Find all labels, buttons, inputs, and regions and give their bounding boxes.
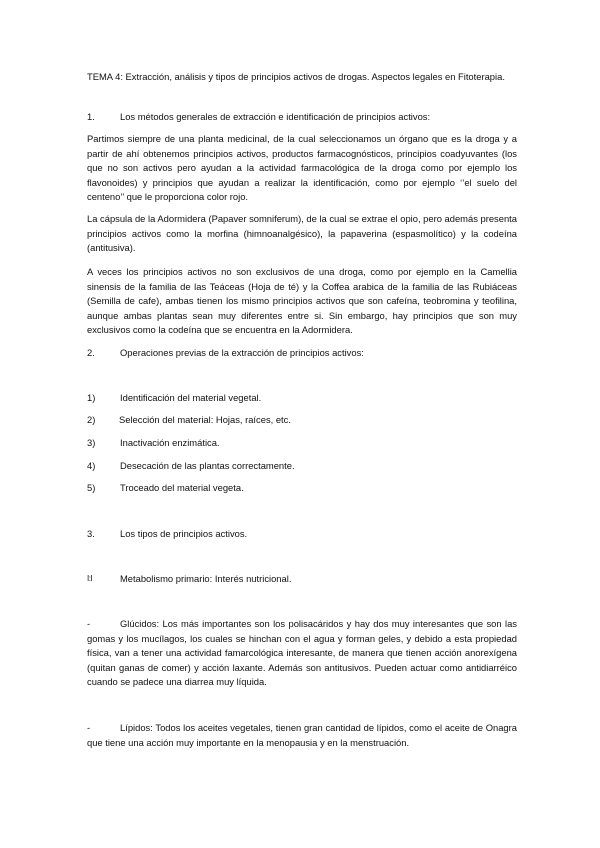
step-text: Selección del material: Hojas, raíces, etc. <box>119 414 291 425</box>
section-1-title: Los métodos generales de extracción e identificación de principios activos: <box>120 111 431 122</box>
section-2-number: 2. <box>87 347 95 358</box>
section-3-number: 3. <box>87 528 95 539</box>
section-3-title: Los tipos de principios activos. <box>120 528 248 539</box>
bullet-marker: - <box>87 722 91 733</box>
paragraph-2: La cápsula de la Adormidera (Papaver somniferum), de la cual se extrae el opio, pero además presenta principios activos como la morfina (himnoanalgésico), la papaverina (espasmolítico) y la codeína (antitusiva). <box>87 213 517 253</box>
step-number: 5) <box>87 482 96 493</box>
step-number: 2) <box>87 414 96 425</box>
step-number: 3) <box>87 437 96 448</box>
step-number: 1) <box>87 392 96 403</box>
step-text: Desecación de las plantas correctamente. <box>120 460 295 471</box>
document-title: TEMA 4: Extracción, análisis y tipos de principios activos de drogas. Aspectos legales en Fitoterapia. <box>87 71 505 82</box>
step-text: Inactivación enzimática. <box>120 437 220 448</box>
step-number: 4) <box>87 460 96 471</box>
section-1-number: 1. <box>87 111 95 122</box>
paragraph-1: Partimos siempre de una planta medicinal, de la cual seleccionamos un órgano que es la droga y a partir de ahí obtenemos principios activos, productos farmacognósticos, principios coadyuvantes (los que no son activos pero ayudan a la actividad farmacológica de la droga como por ejemplo los flavonoides) y principios que ayudan a realizar la identificación, como por ejemplo ‘’el suelo del centeno’’ que le proporciona color rojo. <box>87 133 517 202</box>
step-text: Identificación del material vegetal. <box>120 392 262 403</box>
bullet-marker: - <box>87 618 91 629</box>
subsection-marker: I:I <box>87 574 93 583</box>
bullet-text: Glúcidos: Los más importantes son los polisacáridos y hay dos muy interesantes que son las gomas y los mucílagos, los cuales se hinchan con el agua y forman geles, y debido a esta propiedad física, van a tener una actividad famarcológica interesante, de manera que tienen acción anorexígena (quitan ganas de comer) y acción laxante. Además son antitusivos. Pueden actuar como antidiarréico cuando se padece una diarrea muy líquida. <box>87 618 517 687</box>
bullet-text: Lípidos: Todos los aceites vegetales, tienen gran cantidad de lípidos, como el aceite de Onagra que tiene una acción muy importante en la menopausia y en la menstruación. <box>87 722 517 748</box>
paragraph-3: A veces los principios activos no son exclusivos de una droga, como por ejemplo en la Camellia sinensis de la familia de las Teáceas (Hoja de té) y la Coffea arabica de la familia de las Rubiáceas (Semilla de cafe), ambas tienen los mismo principios activos que son cafeína, teobromina y teofilina, aunque ambas plantas sean muy diferentes entre si. Sin embargo, hay principios que son muy exclusivos como la codeína que se encuentra en la Adormidera. <box>87 266 517 335</box>
step-text: Troceado del material vegeta. <box>120 482 244 493</box>
section-2-title: Operaciones previas de la extracción de principios activos: <box>120 347 364 358</box>
subsection-title: Metabolismo primario: Interés nutricional. <box>120 573 292 584</box>
